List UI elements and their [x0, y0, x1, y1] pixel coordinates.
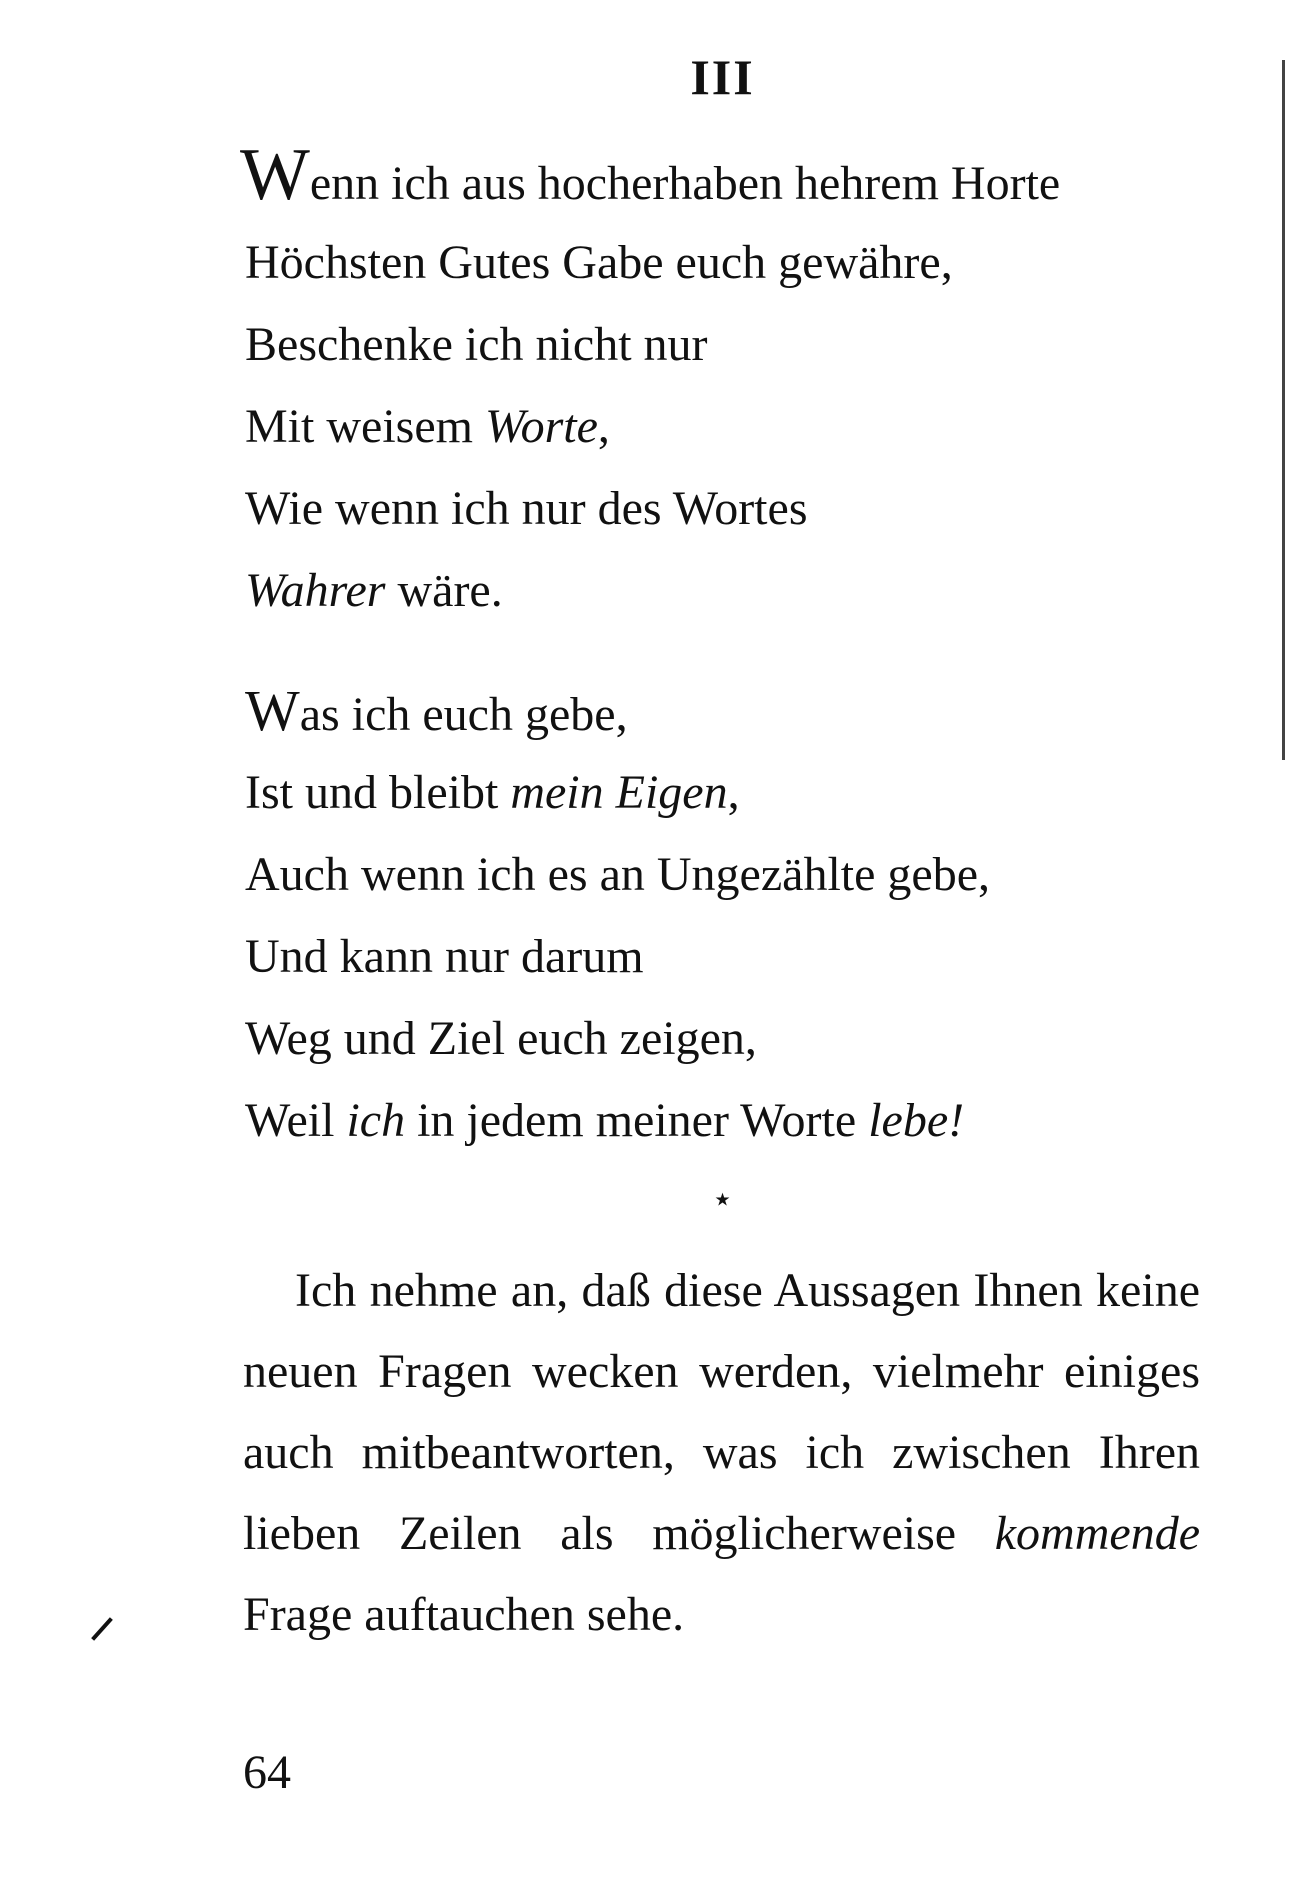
paragraph-text-end: Frage auftauchen sehe. — [243, 1588, 685, 1641]
poem-line-text: , — [727, 766, 740, 819]
poem-stanza-2 — [245, 670, 990, 1162]
poem-line-text: Ist und bleibt — [245, 766, 511, 819]
prose-paragraph — [243, 1250, 1200, 1655]
emphasis-text: lebe! — [868, 1094, 965, 1147]
page-edge-line — [1282, 60, 1285, 760]
paragraph-text-start: Ich nehme an, daß diese Aussagen Ihnen keine neuen Fragen wecken werden, vielmehr einiges auch mitbeantworten, was ich zwischen Ihren lieben Zeilen als möglicherweise — [243, 1264, 1200, 1560]
poem-line-text: Weil — [245, 1094, 347, 1147]
poem-line-text: wäre. — [385, 564, 503, 617]
emphasis-text: Worte — [484, 400, 598, 453]
emphasis-text: Wahrer — [245, 564, 386, 617]
paragraph-text — [243, 1250, 1200, 1655]
emphasis-text: ich — [346, 1094, 406, 1147]
poem-line — [245, 550, 1065, 632]
poem-line: Auch wenn ich es an Ungezählte gebe, — [245, 848, 991, 901]
poem-line — [245, 752, 990, 834]
separator-star-icon: ⋆ — [711, 1179, 734, 1219]
stanza-initial: W — [245, 678, 300, 743]
emphasis-text: kommende — [994, 1507, 1200, 1560]
poem-line — [240, 134, 1061, 222]
poem-line-text: in jedem meiner Worte — [405, 1094, 869, 1147]
section-numeral: III — [690, 49, 755, 105]
poem-line-text: , — [597, 400, 610, 453]
page-number: 64 — [243, 1746, 291, 1799]
poem-line — [245, 1080, 990, 1162]
poem-line-text: Mit weisem — [245, 400, 485, 453]
poem-line: Weg und Ziel euch zeigen, — [245, 1012, 757, 1065]
poem-line: Höchsten Gutes Gabe euch gewähre, — [245, 236, 953, 289]
margin-tick-mark — [91, 1617, 113, 1640]
poem-stanza-1 — [240, 134, 1065, 632]
poem-line — [245, 670, 990, 752]
poem-line-text: enn ich aus hocherhaben hehrem Horte — [309, 157, 1061, 210]
drop-cap: W — [240, 134, 310, 216]
poem-line: Und kann nur darum — [245, 930, 644, 983]
poem-line-text: as ich euch gebe, — [299, 688, 628, 741]
emphasis-text: mein Eigen — [510, 766, 728, 819]
poem-line — [245, 386, 1065, 468]
poem-line: Beschenke ich nicht nur — [245, 318, 708, 371]
poem-line: Wie wenn ich nur des Wortes — [245, 482, 808, 535]
